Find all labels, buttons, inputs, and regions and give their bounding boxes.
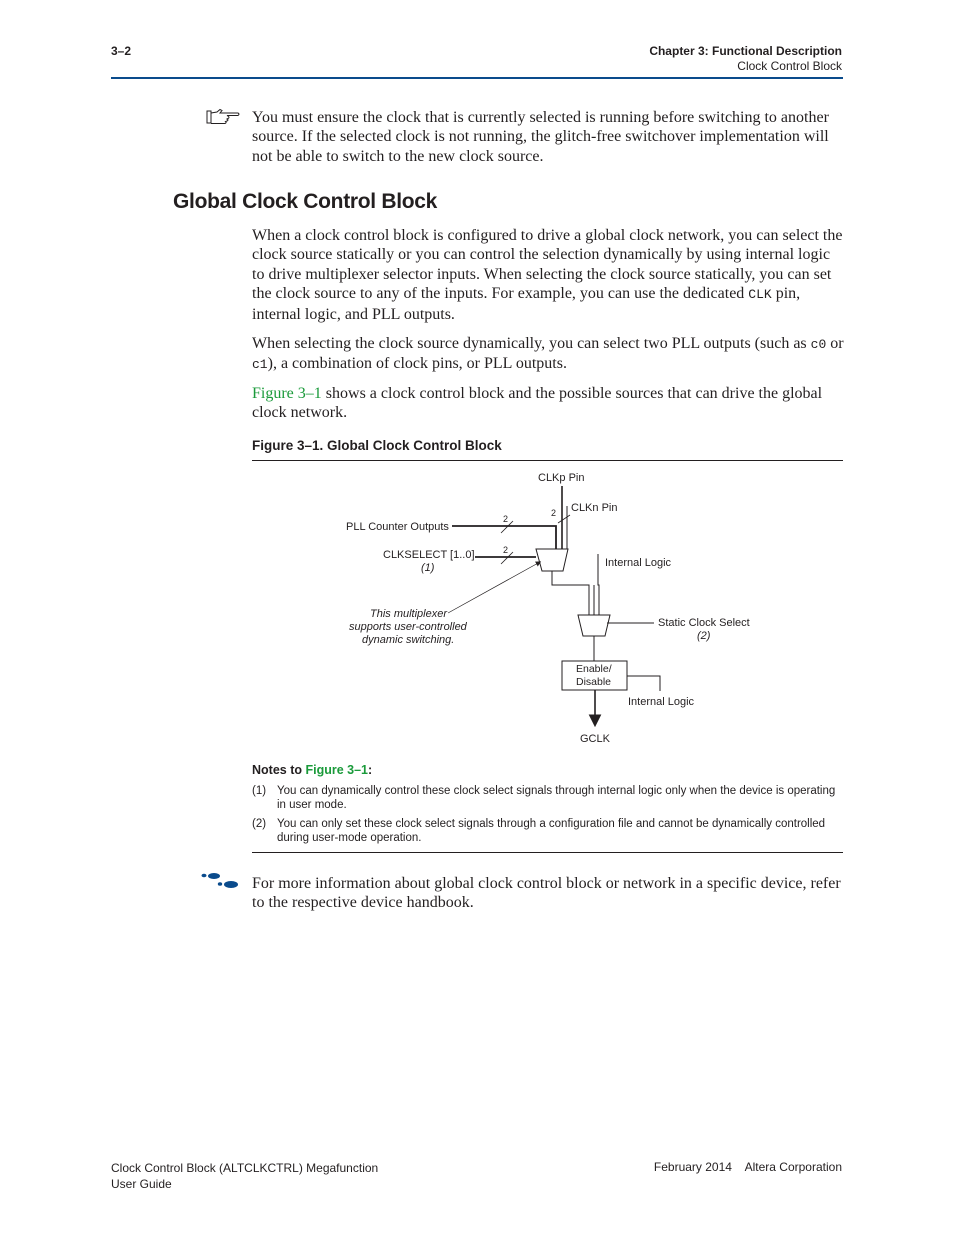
internal-logic-bottom-line — [627, 676, 660, 691]
mux-note-line-1: This multiplexer — [370, 608, 448, 620]
running-header — [649, 44, 842, 74]
mux-note-line-3: dynamic switching. — [362, 634, 455, 646]
footer-doc-title: Clock Control Block (ALTCLKCTRL) Megafunction User Guide — [111, 1161, 379, 1191]
clkn-pin-label: CLKn Pin — [571, 502, 618, 514]
paragraph-1: When a clock control block is configured to drive a global clock network, you can select the clock source statically or you can control the selection dynamically by using internal logic to drive multiplexer selector inputs. When selecting the clock source statically, you can set the clock source to any of the inputs. For example, you can use the dedicated CLK pin, internal logic, and PLL outputs. — [252, 227, 843, 323]
more-info-text: For more information about global clock control block or network in a specific device, refer to the respective device handbook. — [252, 875, 841, 912]
mux-note-pointer — [448, 562, 540, 613]
page-number: 3–2 — [111, 44, 132, 58]
global-clock-control-diagram — [330, 465, 770, 750]
figure-caption: Figure 3–1. Global Clock Control Block — [252, 438, 502, 453]
static-multiplexer — [578, 615, 610, 636]
footer-date-company: February 2014 Altera Corporation — [653, 1160, 842, 1174]
clkp-pin-label: CLKp Pin — [538, 472, 585, 484]
figure-bottom-rule — [252, 852, 843, 853]
bus-width-pll: 2 — [503, 514, 509, 524]
body-paragraphs — [252, 226, 844, 432]
mux1-output-line — [552, 571, 589, 615]
paragraph-3: Figure 3–1 shows a clock control block and the possible sources that can drive the global clock network. — [252, 385, 823, 422]
figure-top-rule — [252, 460, 843, 461]
chapter-title: Chapter 3: Functional Description — [649, 44, 842, 58]
figure-notes — [252, 763, 844, 850]
pll-counter-outputs-label: PLL Counter Outputs — [346, 521, 449, 533]
section-name: Clock Control Block — [737, 59, 842, 73]
notes-figure-link[interactable]: Figure 3–1 — [305, 763, 369, 777]
enable-label-2: Disable — [576, 676, 612, 688]
clkselect-note: (1) — [421, 562, 435, 574]
bus-width-clkn: 2 — [551, 508, 557, 518]
note-text: You must ensure the clock that is currently selected is running before switching to another source. If the selected clock is not running, the glitch-free switchover implementation will not be able to switch to the new clock source. — [252, 109, 829, 165]
paragraph-2: When selecting the clock source dynamically, you can select two PLL outputs (such as c0 or c1), a combination of clock pins, or PLL outputs. — [252, 334, 844, 373]
clkselect-label: CLKSELECT [1..0] — [383, 549, 475, 561]
enable-label-1: Enable/ — [576, 663, 612, 675]
bus-slash-clkn — [558, 515, 570, 523]
header-rule — [111, 77, 843, 79]
internal-logic-top-line — [598, 554, 599, 615]
static-clock-select-note: (2) — [697, 630, 711, 642]
gclk-label: GCLK — [580, 733, 610, 745]
note-item: (1) You can dynamically control these clock select signals through internal logic only when the device is operating in user mode. — [252, 785, 836, 811]
dynamic-multiplexer — [536, 549, 568, 571]
note-item: (2) You can only set these clock select signals through a configuration file and cannot be dynamically controlled during user-mode operation. — [252, 818, 826, 844]
bus-width-clkselect: 2 — [503, 545, 509, 555]
notes-title: Notes to Figure 3–1: — [252, 763, 373, 777]
pointing-hand-icon — [205, 108, 241, 126]
mux-note-line-2: supports user-controlled — [349, 621, 467, 633]
figure-link[interactable]: Figure 3–1 — [252, 385, 322, 403]
section-title: Global Clock Control Block — [173, 190, 438, 213]
internal-logic-bottom-label: Internal Logic — [628, 696, 695, 708]
footprints-icon — [200, 872, 240, 892]
internal-logic-top-label: Internal Logic — [605, 557, 672, 569]
static-clock-select-label: Static Clock Select — [658, 617, 750, 629]
